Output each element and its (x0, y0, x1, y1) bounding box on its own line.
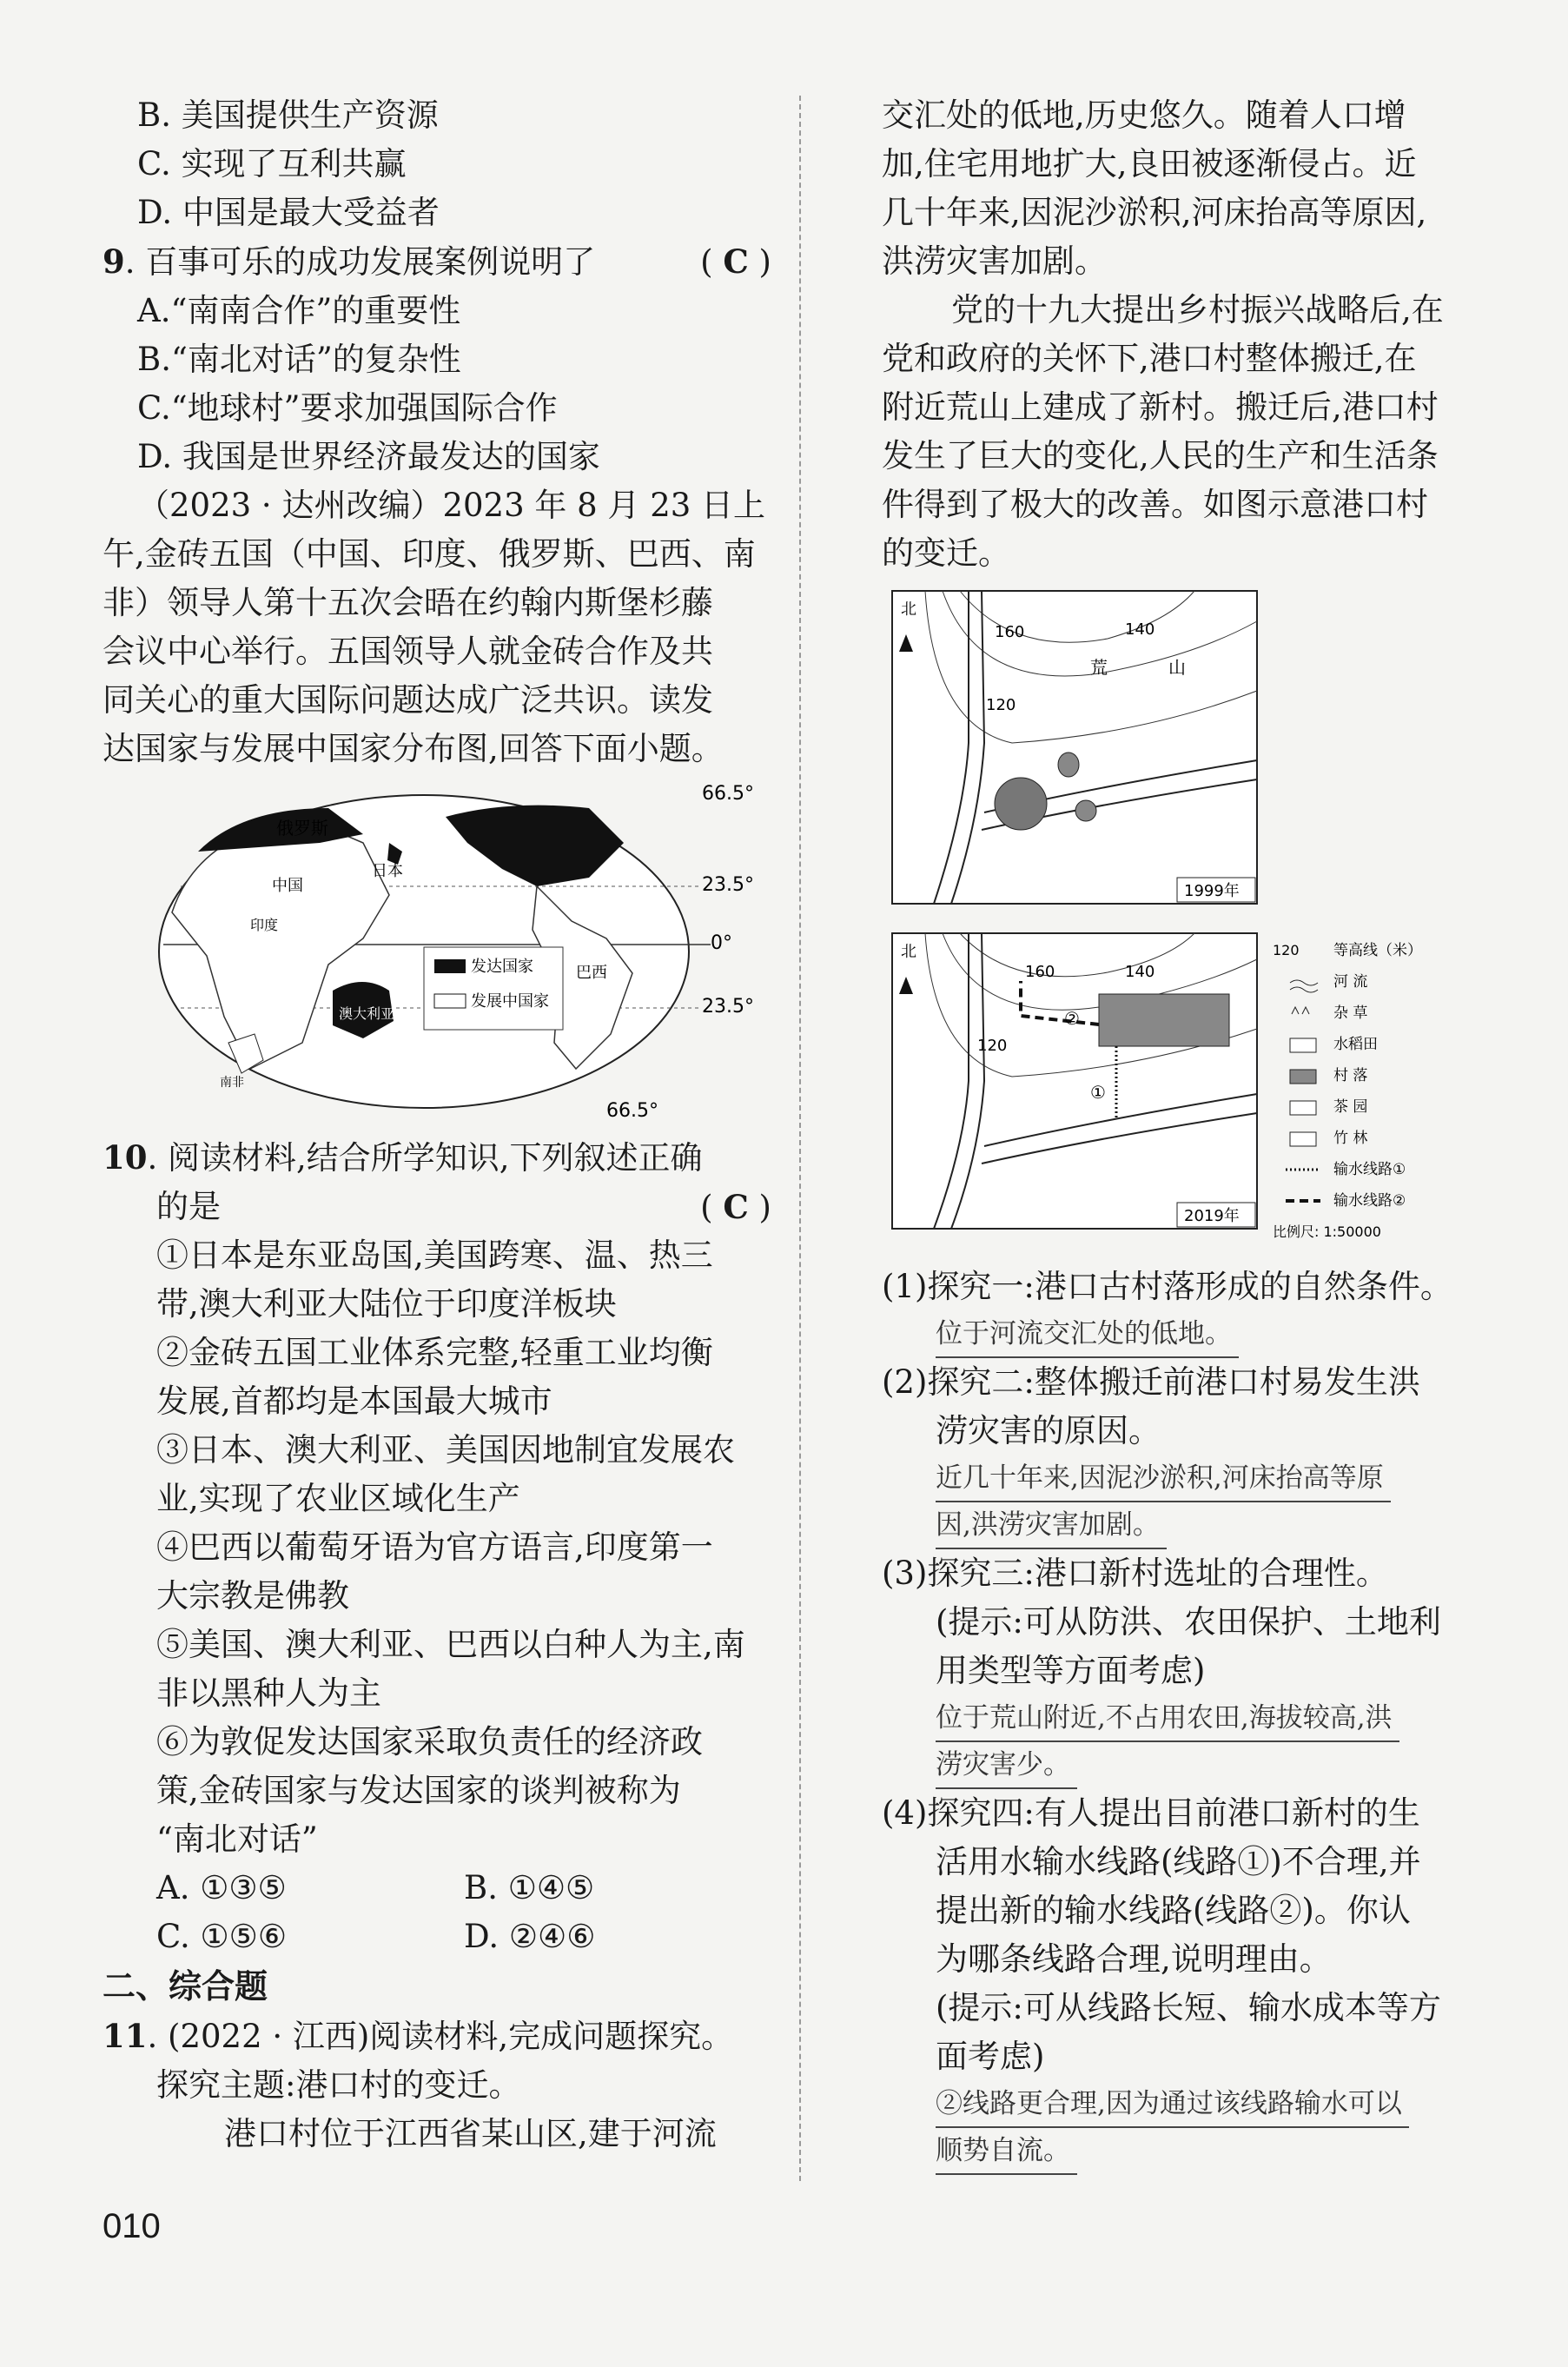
q11-material-start: 港口村位于江西省某山区,建于河流 (224, 2115, 717, 2152)
q11-stem (103, 2012, 771, 2061)
material-line: 交汇处的低地,历史悠久。随着人口增 (882, 96, 1406, 134)
q10-option-b: B. ①④⑤ (464, 1869, 595, 1906)
material-line: 加,住宅用地扩大,良田被逐渐侵占。近 (882, 145, 1417, 182)
tea-garden-icon (1290, 1101, 1316, 1115)
world-map-figure (103, 782, 771, 1121)
legend-item: 竹 林 (1333, 1130, 1368, 1147)
q10-statement: ⑤美国、澳大利亚、巴西以白种人为主,南 (156, 1626, 745, 1663)
material2-line: 发生了巨大的变化,人民的生产和生活条 (882, 437, 1439, 474)
q9-text: . 百事可乐的成功发展案例说明了 (124, 243, 596, 281)
q10-statement: “南北对话” (156, 1820, 318, 1858)
route-label: ② (1064, 1008, 1080, 1029)
legend-contour-sample: 120 (1273, 942, 1300, 958)
question-4-hint: (提示:可从线路长短、输水成本等方 (936, 1989, 1441, 2026)
contour-label: 120 (986, 696, 1016, 714)
question-2-answer: 近几十年来,因泥沙淤积,河床抬高等原 (936, 1455, 1391, 1502)
legend-item: 水稻田 (1333, 1036, 1378, 1053)
lat-label: 0° (711, 932, 732, 954)
q10-statement: ④巴西以葡萄牙语为官方语言,印度第一 (156, 1528, 713, 1566)
place-label-usa: 美国 (450, 862, 481, 880)
legend-item: 河 流 (1333, 973, 1368, 991)
contour-label: 120 (977, 1037, 1008, 1055)
q10-number: 10 (103, 1138, 148, 1177)
q9-option-b: B.“南北对话”的复杂性 (137, 341, 461, 378)
place-label-japan: 日本 (372, 862, 403, 880)
q10-statement: ③日本、澳大利亚、美国因地制宜发展农 (156, 1431, 735, 1469)
q10-stem (103, 1133, 771, 1183)
intro-line: 非）领导人第十五次会晤在约翰内斯堡杉藤 (103, 584, 713, 621)
legend-item: 等高线（米） (1333, 942, 1422, 959)
page-number: 010 (103, 2207, 161, 2245)
intro-line: （2023 · 达州改编）2023 年 8 月 23 日上 (137, 487, 766, 524)
lat-label: 23.5° (702, 996, 754, 1018)
contour-label: 160 (995, 623, 1025, 641)
place-label-china: 中国 (272, 877, 303, 895)
q8-option-c: C. 实现了互利共赢 (137, 145, 407, 182)
question-4-hint: 面考虑) (936, 2038, 1045, 2075)
map-1999-frame (892, 591, 1257, 904)
question-4-answer: ②线路更合理,因为通过该线路输水可以 (936, 2081, 1409, 2128)
q10-statement: ①日本是东亚岛国,美国跨寒、温、热三 (156, 1237, 713, 1274)
intro-line: 达国家与发展中国家分布图,回答下面小题。 (103, 730, 724, 767)
legend-developing-label: 发展中国家 (471, 992, 549, 1011)
question-1-answer: 位于河流交汇处的低地。 (936, 1311, 1239, 1358)
q10-statement: ②金砖五国工业体系完整,轻重工业均衡 (156, 1334, 713, 1371)
q9-number: 9 (103, 242, 125, 281)
q10-option-d: D. ②④⑥ (464, 1918, 596, 1955)
question-4-cont: 为哪条线路合理,说明理由。 (936, 1940, 1332, 1978)
lat-label: 23.5° (702, 874, 754, 896)
intro-line: 同关心的重大国际问题达成广泛共识。读发 (103, 681, 713, 719)
q10-answer: C (723, 1188, 749, 1226)
left-column (103, 91, 771, 2158)
place-label-south-africa: 南非 (220, 1076, 244, 1090)
material-line: 洪涝灾害加剧。 (882, 242, 1107, 280)
north-label: 北 (901, 943, 916, 961)
question-3-label: (3)探究三:港口新村选址的合理性。 (882, 1555, 1388, 1592)
lat-label: 66.5° (702, 783, 754, 805)
map-legend (1273, 942, 1422, 1240)
right-column (882, 91, 1507, 2175)
village-settlement (1075, 800, 1096, 821)
map-year-label: 2019年 (1184, 1207, 1240, 1225)
q10-options-row (103, 1864, 771, 1913)
legend-scale: 比例尺: 1:50000 (1273, 1223, 1381, 1240)
contour-label: 160 (1025, 963, 1055, 981)
place-label-india: 印度 (250, 917, 279, 933)
question-2-label: (2)探究二:整体搬迁前港口村易发生洪 (882, 1363, 1420, 1401)
q9-answer: C (723, 242, 749, 281)
q10-statement: 大宗教是佛教 (156, 1577, 349, 1614)
material2-line: 的变迁。 (882, 534, 1010, 572)
legend-item: 茶 园 (1333, 1098, 1368, 1116)
place-label: 荒 (1090, 657, 1108, 678)
section-title: 二、综合题 (103, 1966, 268, 2006)
question-4-answer: 顺势自流。 (936, 2128, 1077, 2175)
legend-item: 输水线路② (1333, 1192, 1406, 1210)
q10-statement: 策,金砖国家与发达国家的谈判被称为 (156, 1772, 681, 1809)
q11-theme: 探究主题:港口村的变迁。 (156, 2066, 521, 2104)
material-line: 几十年来,因泥沙淤积,河床抬高等原因, (882, 194, 1427, 231)
legend-item: 输水线路① (1333, 1161, 1406, 1178)
question-4-cont: 活用水输水线路(线路①)不合理,并 (936, 1843, 1421, 1880)
map-1999-figure (882, 587, 1507, 908)
q10-statement: 带,澳大利亚大陆位于印度洋板块 (156, 1285, 617, 1323)
question-3-hint: (提示:可从防洪、农田保护、土地利 (936, 1603, 1441, 1641)
q10-statement: 非以黑种人为主 (156, 1674, 381, 1712)
legend-developed-label: 发达国家 (471, 958, 533, 976)
material2-line: 件得到了极大的改善。如图示意港口村 (882, 486, 1428, 523)
route-label: ① (1090, 1082, 1106, 1103)
legend-item: 杂 草 (1333, 1004, 1368, 1022)
lat-label: 66.5° (606, 1100, 658, 1121)
legend-item: 村 落 (1333, 1067, 1368, 1084)
question-4-label: (4)探究四:有人提出目前港口新村的生 (882, 1794, 1420, 1832)
rice-field-icon (1290, 1038, 1316, 1052)
map-year-label: 1999年 (1184, 882, 1240, 900)
north-label: 北 (901, 600, 916, 619)
contour-label: 140 (1125, 620, 1155, 639)
q9-answer-bracket: ( C ) (700, 237, 771, 287)
column-divider (799, 96, 801, 2181)
question-1-label: (1)探究一:港口古村落形成的自然条件。 (882, 1268, 1452, 1305)
q10-stem-cont (103, 1183, 771, 1231)
place-label: 山 (1168, 657, 1186, 678)
legend-developing-swatch (434, 994, 466, 1008)
q11-text: . (2022 · 江西)阅读材料,完成问题探究。 (147, 2018, 734, 2055)
village-icon (1290, 1070, 1316, 1084)
question-3-answer: 涝灾害少。 (936, 1742, 1077, 1789)
grass-icon (1292, 1007, 1309, 1014)
q9-option-d: D. 我国是世界经济最发达的国家 (137, 438, 600, 475)
q10-text-cont: 的是 (156, 1188, 221, 1225)
q9-option-c: C.“地球村”要求加强国际合作 (137, 389, 558, 427)
question-3-hint: 用类型等方面考虑) (936, 1652, 1206, 1689)
question-3-answer: 位于荒山附近,不占用农田,海拔较高,洪 (936, 1695, 1399, 1742)
new-village-settlement (1099, 994, 1229, 1046)
bamboo-icon (1290, 1132, 1316, 1146)
q10-statement: ⑥为敦促发达国家采取负责任的经济政 (156, 1723, 703, 1760)
question-4-cont: 提出新的输水线路(线路②)。你认 (936, 1892, 1411, 1929)
q8-option-d: D. 中国是最大受益者 (137, 194, 440, 231)
q10-statement: 发展,首都均是本国最大城市 (156, 1382, 552, 1420)
place-label-russia: 俄罗斯 (276, 818, 328, 839)
place-label-australia: 澳大利亚 (339, 1005, 395, 1022)
intro-line: 午,金砖五国（中国、印度、俄罗斯、巴西、南 (103, 535, 756, 573)
map-2019-frame (892, 933, 1257, 1229)
q10-answer-bracket: ( C ) (700, 1183, 771, 1232)
q10-options-row (103, 1913, 771, 1961)
river-icon (1290, 980, 1318, 992)
place-label-brazil: 巴西 (576, 964, 607, 982)
material2-line: 党的十九大提出乡村振兴战略后,在 (951, 291, 1444, 328)
q10-option-a: A. ①③⑤ (156, 1869, 287, 1906)
intro-line: 会议中心举行。五国领导人就金砖合作及共 (103, 633, 713, 670)
legend-developed-swatch (434, 959, 466, 973)
material2-line: 附近荒山上建成了新村。搬迁后,港口村 (882, 388, 1439, 426)
map-2019-figure (882, 929, 1507, 1250)
q9-stem (103, 237, 771, 287)
contour-label: 140 (1125, 963, 1155, 981)
q10-option-c: C. ①⑤⑥ (156, 1918, 288, 1955)
q11-number: 11 (103, 2017, 148, 2055)
question-2-answer: 因,洪涝灾害加剧。 (936, 1502, 1167, 1549)
q10-text: . 阅读材料,结合所学知识,下列叙述正确 (147, 1139, 703, 1177)
village-settlement (995, 778, 1047, 830)
q8-option-b: B. 美国提供生产资源 (137, 96, 439, 134)
village-settlement (1058, 753, 1079, 777)
question-2-cont: 涝灾害的原因。 (936, 1412, 1161, 1449)
material2-line: 党和政府的关怀下,港口村整体搬迁,在 (882, 340, 1417, 377)
q9-option-a: A.“南南合作”的重要性 (137, 292, 461, 329)
q10-statement: 业,实现了农业区域化生产 (156, 1480, 520, 1517)
